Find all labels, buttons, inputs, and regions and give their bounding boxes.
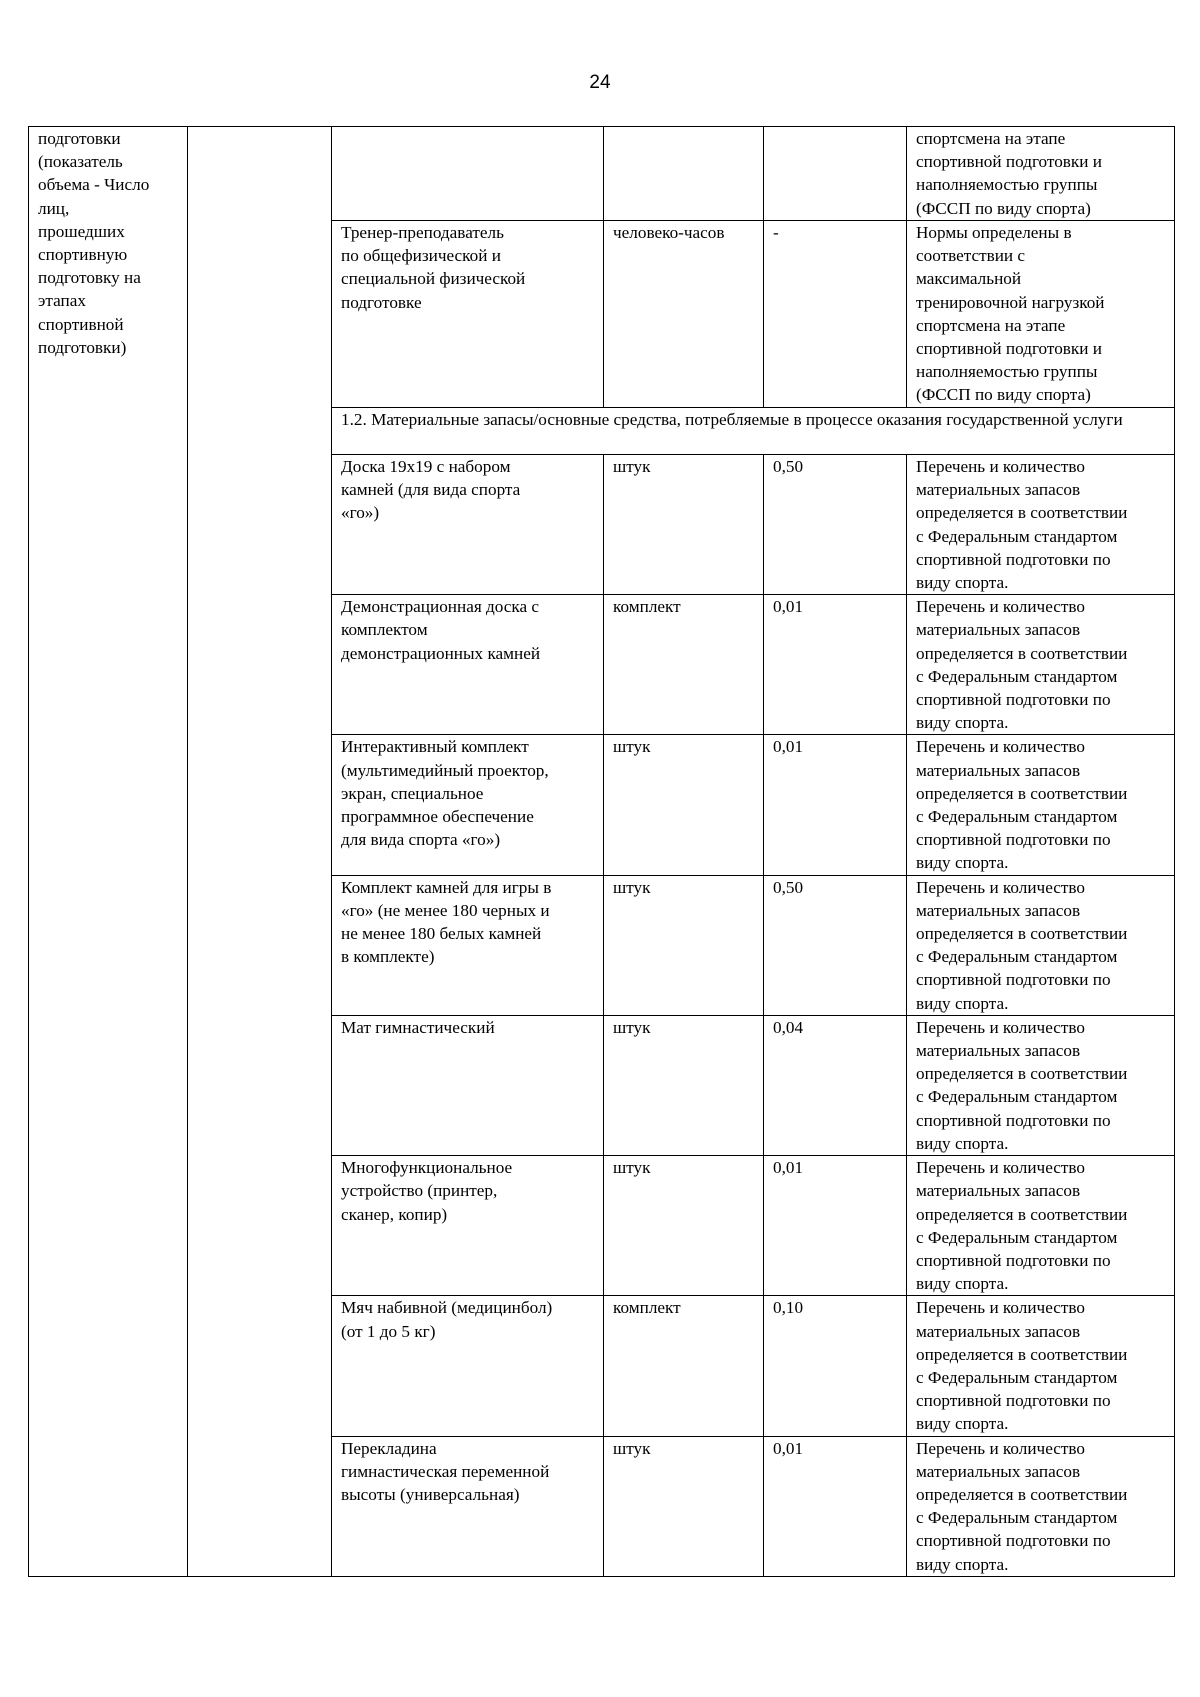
resource-name-cell: Демонстрационная доска с комплектом демонстрационных камней: [332, 595, 604, 735]
section-title: 1.2. Материальные запасы/основные средства, потребляемые в процессе оказания государственной услуги: [332, 408, 1175, 455]
value-cell: 0,01: [764, 1156, 907, 1296]
value-cell: 0,50: [764, 455, 907, 595]
unit-cell: штук: [604, 1156, 764, 1296]
note-cell: Перечень и количество материальных запасов определяется в соответствии с Федеральным стандартом спортивной подготовки по виду спорта.: [907, 875, 1175, 1015]
value-cell: [764, 127, 907, 221]
note-cell: Перечень и количество материальных запасов определяется в соответствии с Федеральным стандартом спортивной подготовки по виду спорта.: [907, 1015, 1175, 1155]
value-cell: 0,01: [764, 1436, 907, 1576]
resource-name-cell: Многофункциональное устройство (принтер, сканер, копир): [332, 1156, 604, 1296]
resource-name-cell: Интерактивный комплект (мультимедийный проектор, экран, специальное программное обеспечение для вида спорта «го»): [332, 735, 604, 875]
note-cell: Перечень и количество материальных запасов определяется в соответствии с Федеральным стандартом спортивной подготовки по виду спорта.: [907, 1296, 1175, 1436]
note-cell: спортсмена на этапе спортивной подготовки и наполняемостью группы (ФССП по виду спорта): [907, 127, 1175, 221]
resource-name-cell: Доска 19х19 с набором камней (для вида спорта «го»): [332, 455, 604, 595]
unit-cell: человеко-часов: [604, 221, 764, 408]
table-row: [29, 127, 1175, 221]
note-cell: Перечень и количество материальных запасов определяется в соответствии с Федеральным стандартом спортивной подготовки по виду спорта.: [907, 735, 1175, 875]
empty-column-cell: [188, 127, 332, 1577]
value-cell: 0,01: [764, 735, 907, 875]
note-cell: Нормы определены в соответствии с максимальной тренировочной нагрузкой спортсмена на этапе спортивной подготовки и наполняемостью группы (ФССП по виду спорта): [907, 221, 1175, 408]
value-cell: 0,01: [764, 595, 907, 735]
value-cell: -: [764, 221, 907, 408]
unit-cell: штук: [604, 1015, 764, 1155]
unit-cell: [604, 127, 764, 221]
value-cell: 0,10: [764, 1296, 907, 1436]
unit-cell: штук: [604, 735, 764, 875]
unit-cell: штук: [604, 1436, 764, 1576]
value-cell: 0,04: [764, 1015, 907, 1155]
note-cell: Перечень и количество материальных запасов определяется в соответствии с Федеральным стандартом спортивной подготовки по виду спорта.: [907, 1156, 1175, 1296]
page-number: 24: [589, 72, 611, 93]
note-cell: Перечень и количество материальных запасов определяется в соответствии с Федеральным стандартом спортивной подготовки по виду спорта.: [907, 1436, 1175, 1576]
resource-name-cell: Мяч набивной (медицинбол) (от 1 до 5 кг): [332, 1296, 604, 1436]
unit-cell: комплект: [604, 595, 764, 735]
service-name-cell: подготовки (показатель объема - Число лиц, прошедших спортивную подготовку на этапах спортивной подготовки): [29, 127, 188, 1577]
note-cell: Перечень и количество материальных запасов определяется в соответствии с Федеральным стандартом спортивной подготовки по виду спорта.: [907, 595, 1175, 735]
unit-cell: штук: [604, 875, 764, 1015]
note-cell: Перечень и количество материальных запасов определяется в соответствии с Федеральным стандартом спортивной подготовки по виду спорта.: [907, 455, 1175, 595]
resource-name-cell: Комплект камней для игры в «го» (не менее 180 черных и не менее 180 белых камней в комплекте): [332, 875, 604, 1015]
resource-name-cell: Перекладина гимнастическая переменной высоты (универсальная): [332, 1436, 604, 1576]
resource-name-cell: [332, 127, 604, 221]
resource-name-cell: Тренер-преподаватель по общефизической и специальной физической подготовке: [332, 221, 604, 408]
norms-table: [28, 126, 1175, 1577]
value-cell: 0,50: [764, 875, 907, 1015]
unit-cell: комплект: [604, 1296, 764, 1436]
unit-cell: штук: [604, 455, 764, 595]
resource-name-cell: Мат гимнастический: [332, 1015, 604, 1155]
